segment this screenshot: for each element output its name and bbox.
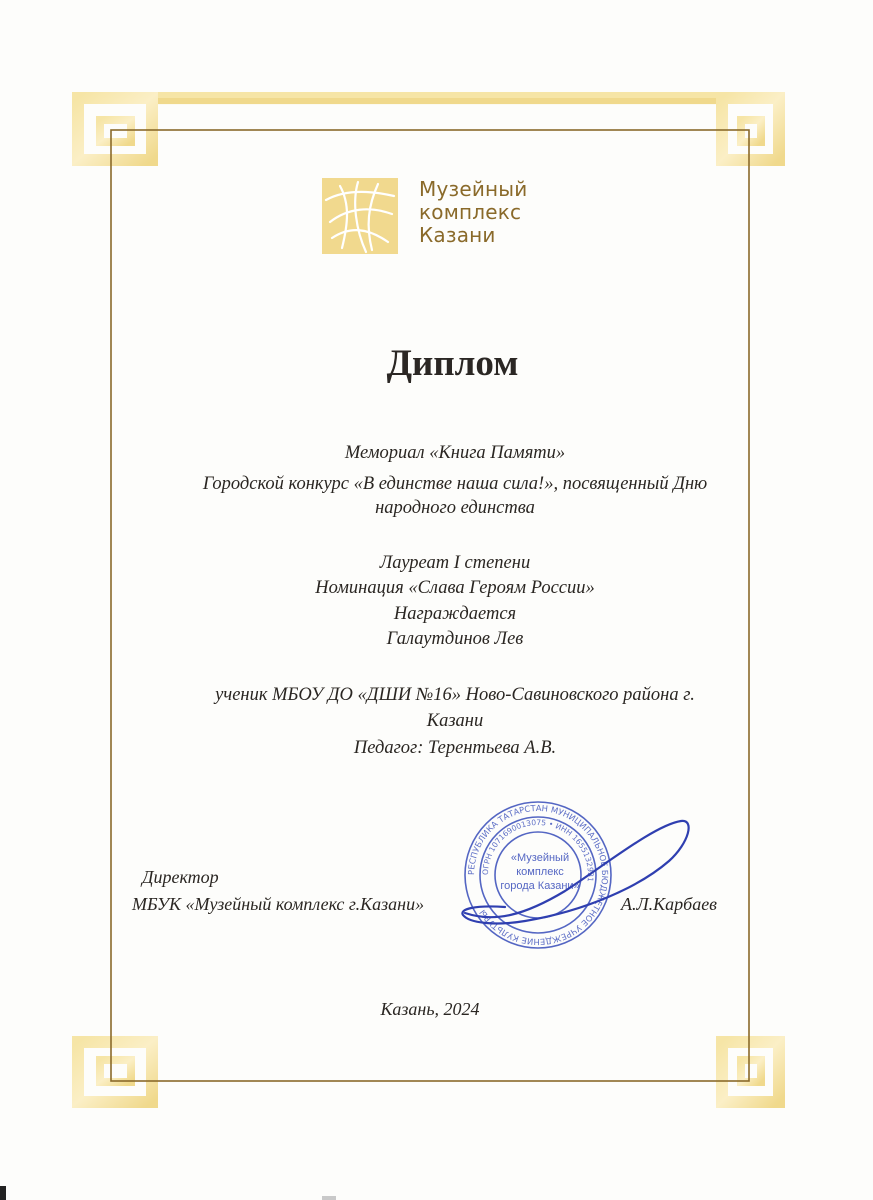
- event-contest: Городской конкурс «В единстве наша сила!», посвященный Дню: [202, 474, 708, 494]
- teacher-name: Педагог: Терентьева А.В.: [353, 738, 557, 758]
- museum-logo: [322, 178, 562, 254]
- signature-position: Директор: [142, 867, 219, 887]
- diploma-title: Диплом: [386, 343, 519, 384]
- stamp-inner-ring-text: ОГРН 1071690013075 • ИНН 1655132931: [480, 817, 596, 883]
- event-memorial: Мемориал «Книга Памяти»: [344, 443, 566, 463]
- logo-line-1: Музейный: [419, 177, 528, 201]
- logo-line-3: Казани: [419, 223, 496, 247]
- museum-logo-icon: [322, 178, 398, 254]
- scan-artifact-mark: [0, 1186, 6, 1200]
- scan-artifact-mark-2: [322, 1196, 336, 1200]
- recipient-name: Галаутдинов Лев: [386, 629, 524, 649]
- award-degree: Лауреат I степени: [379, 553, 531, 573]
- city-year: Казань, 2024: [380, 999, 480, 1019]
- stamp-center-line-3: города Казани»: [500, 880, 580, 892]
- stamp-center-line-1: «Музейный: [510, 852, 570, 864]
- award-nomination: Номинация «Слава Героям России»: [315, 578, 595, 598]
- signatory-name: А.Л.Карбаев: [621, 894, 717, 914]
- official-stamp: [455, 795, 695, 960]
- museum-logo-text: [419, 178, 528, 247]
- award-awarded: Награждается: [393, 604, 517, 624]
- stamp-outer-ring-text: РЕСПУБЛИКА ТАТАРСТАН МУНИЦИПАЛЬНОЕ БЮДЖЕТНОЕ УЧРЕЖДЕНИЕ КУЛЬТУРЫ: [465, 802, 611, 948]
- logo-line-2: комплекс: [419, 200, 522, 224]
- student-school-city: Казани: [426, 711, 484, 731]
- stamp-center-line-2: комплекс: [516, 866, 564, 878]
- student-school: ученик МБОУ ДО «ДШИ №16» Ново-Савиновского района г.: [215, 685, 695, 705]
- signature-organization: МБУК «Музейный комплекс г.Казани»: [132, 894, 425, 914]
- event-contest-continued: народного единства: [375, 498, 535, 518]
